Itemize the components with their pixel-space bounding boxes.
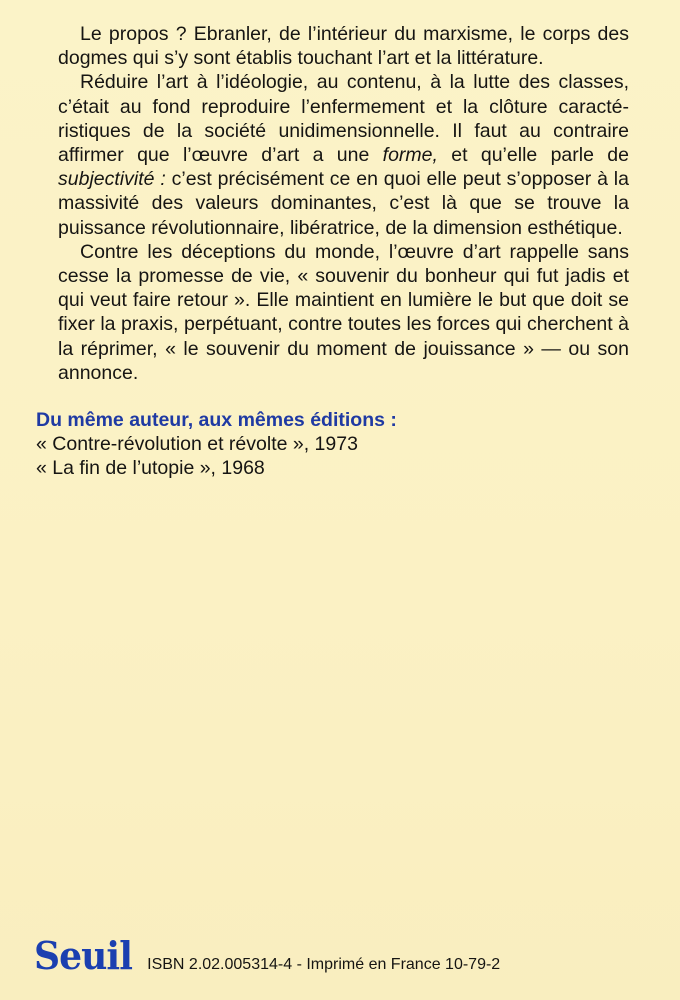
publisher-logo: Seuil [34, 933, 132, 978]
footer [34, 933, 501, 978]
paragraph-2-text-c: c’est précisément ce en quoi elle peut s’opposer à la massivité des valeurs dominantes, c’est là que se trouve la puissance révolutionnaire, libératrice, de la dimension esthétique. [58, 168, 629, 239]
paragraph-2 [58, 70, 629, 239]
paragraph-1-text: Le propos ? Ebranler, de l’intérieur du marxisme, le corps des dogmes qui s’y sont établis touchant l’art et la littérature. [58, 23, 629, 70]
paragraph-1 [58, 22, 629, 70]
also-by-author [36, 408, 636, 481]
isbn-line: ISBN 2.02.005314-4 - Imprimé en France 10-79-2 [147, 956, 501, 973]
paragraph-2-text-a: Réduire l’art à l’idéologie, au contenu, à la lutte des classes, c’était au fond reproduire l’enfermement et la clôture caractéristiques de la société unidimensionnelle. Il faut au contraire affirmer que l’œuvre d’art a une [58, 71, 629, 167]
emphasis-subjectivite: subjectivité : [58, 168, 166, 191]
paragraph-3-text: Contre les déceptions du monde, l’œuvre d’art rappelle sans cesse la promesse de vie, « souvenir du bonheur qui fut jadis et qui veut faire retour ». Elle maintient en lumière le but que doit se fixer la praxis, perpétuant, contre toutes les forces qui cherchent à la réprimer, « le souvenir du moment de jouissance » — ou son annonce. [58, 240, 629, 384]
blurb [58, 22, 629, 385]
paragraph-3 [58, 240, 629, 385]
also-by-heading: Du même auteur, aux mêmes éditions : [36, 409, 397, 431]
also-by-item-1: « Contre-révolution et révolte », 1973 [36, 433, 358, 456]
paragraph-2-text-b: et qu’elle parle de [437, 144, 629, 167]
also-by-item-2: « La fin de l’utopie », 1968 [36, 457, 265, 480]
emphasis-forme: forme, [382, 144, 438, 167]
